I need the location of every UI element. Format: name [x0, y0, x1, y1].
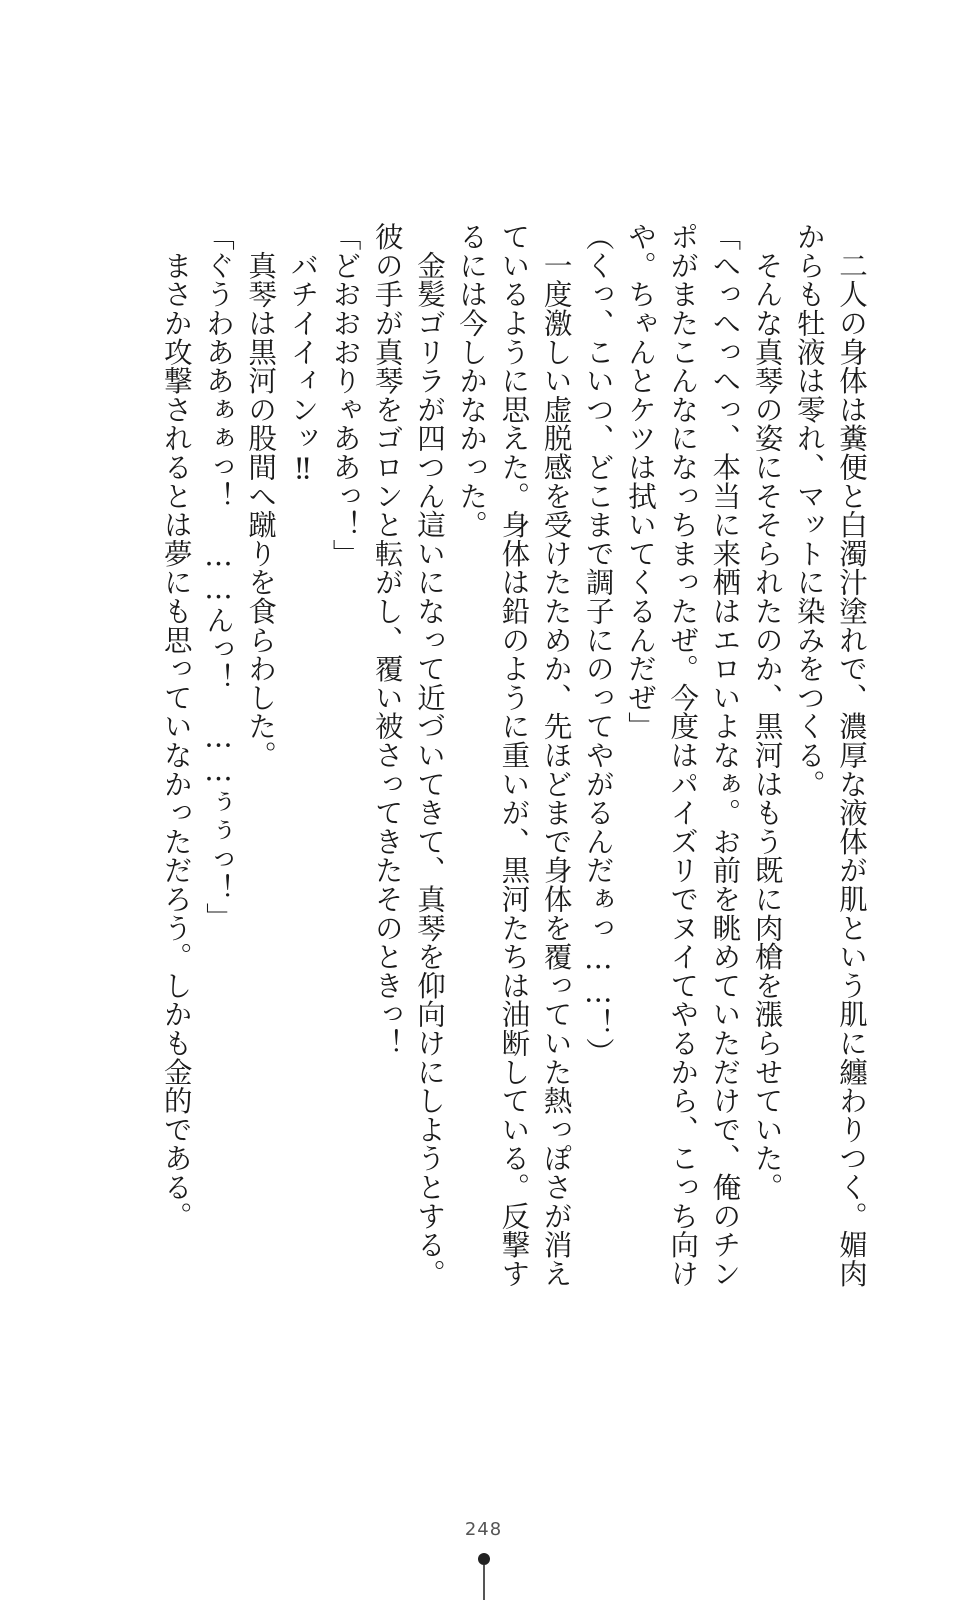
page-marker-dot	[478, 1553, 490, 1565]
paragraph: 「どおおおりゃああっ！」	[328, 222, 362, 568]
paragraph: 二人の身体は糞便と白濁汁塗れで、濃厚な液体が肌という肌に纏わりつく。媚肉からも牡液は零れ、マットに染みをつくる。	[792, 222, 868, 1288]
paragraph: まさか攻撃されるとは夢にも思っていなかっただろう。しかも金的である。	[159, 222, 193, 1230]
paragraph: （くっ、こいつ、どこまで調子にのってやがるんだぁっ……！）	[581, 222, 615, 1067]
paragraph: 「へっへっへっ、本当に来栖はエロいよなぁ。お前を眺めていただけで、俺のチンポがまたこんなになっちまったぜ。今度はパイズリでヌイてやるから、こっち向けや。ちゃんとケツは拭いてくるんだぜ」	[623, 222, 742, 1288]
paragraph: 一度激しい虚脱感を受けたためか、先ほどまで身体を覆っていた熱っぽさが消えているように思えた。身体は鉛のように重いが、黒河たちは油断している。反撃するには今しかなかった。	[455, 222, 573, 1288]
paragraph: 「ぐうわああぁぁっ！ ……んっ！ ……ぅぅっ！」	[201, 222, 235, 932]
paragraph: 真琴は黒河の股間へ蹴りを食らわした。	[244, 222, 278, 770]
paragraph: バチイイィンッ‼	[286, 222, 320, 486]
page-number: 248	[464, 1519, 503, 1540]
body-text	[155, 222, 872, 1302]
page-marker-line	[483, 1565, 485, 1600]
paragraph: 金髪ゴリラが四つん這いになって近づいてきて、真琴を仰向けにしようとする。彼の手が真琴をゴロンと転がし、覆い被さってきたそのときっ！	[370, 222, 446, 1288]
paragraph: そんな真琴の姿にそそられたのか、黒河はもう既に肉槍を漲らせていた。	[750, 222, 784, 1202]
